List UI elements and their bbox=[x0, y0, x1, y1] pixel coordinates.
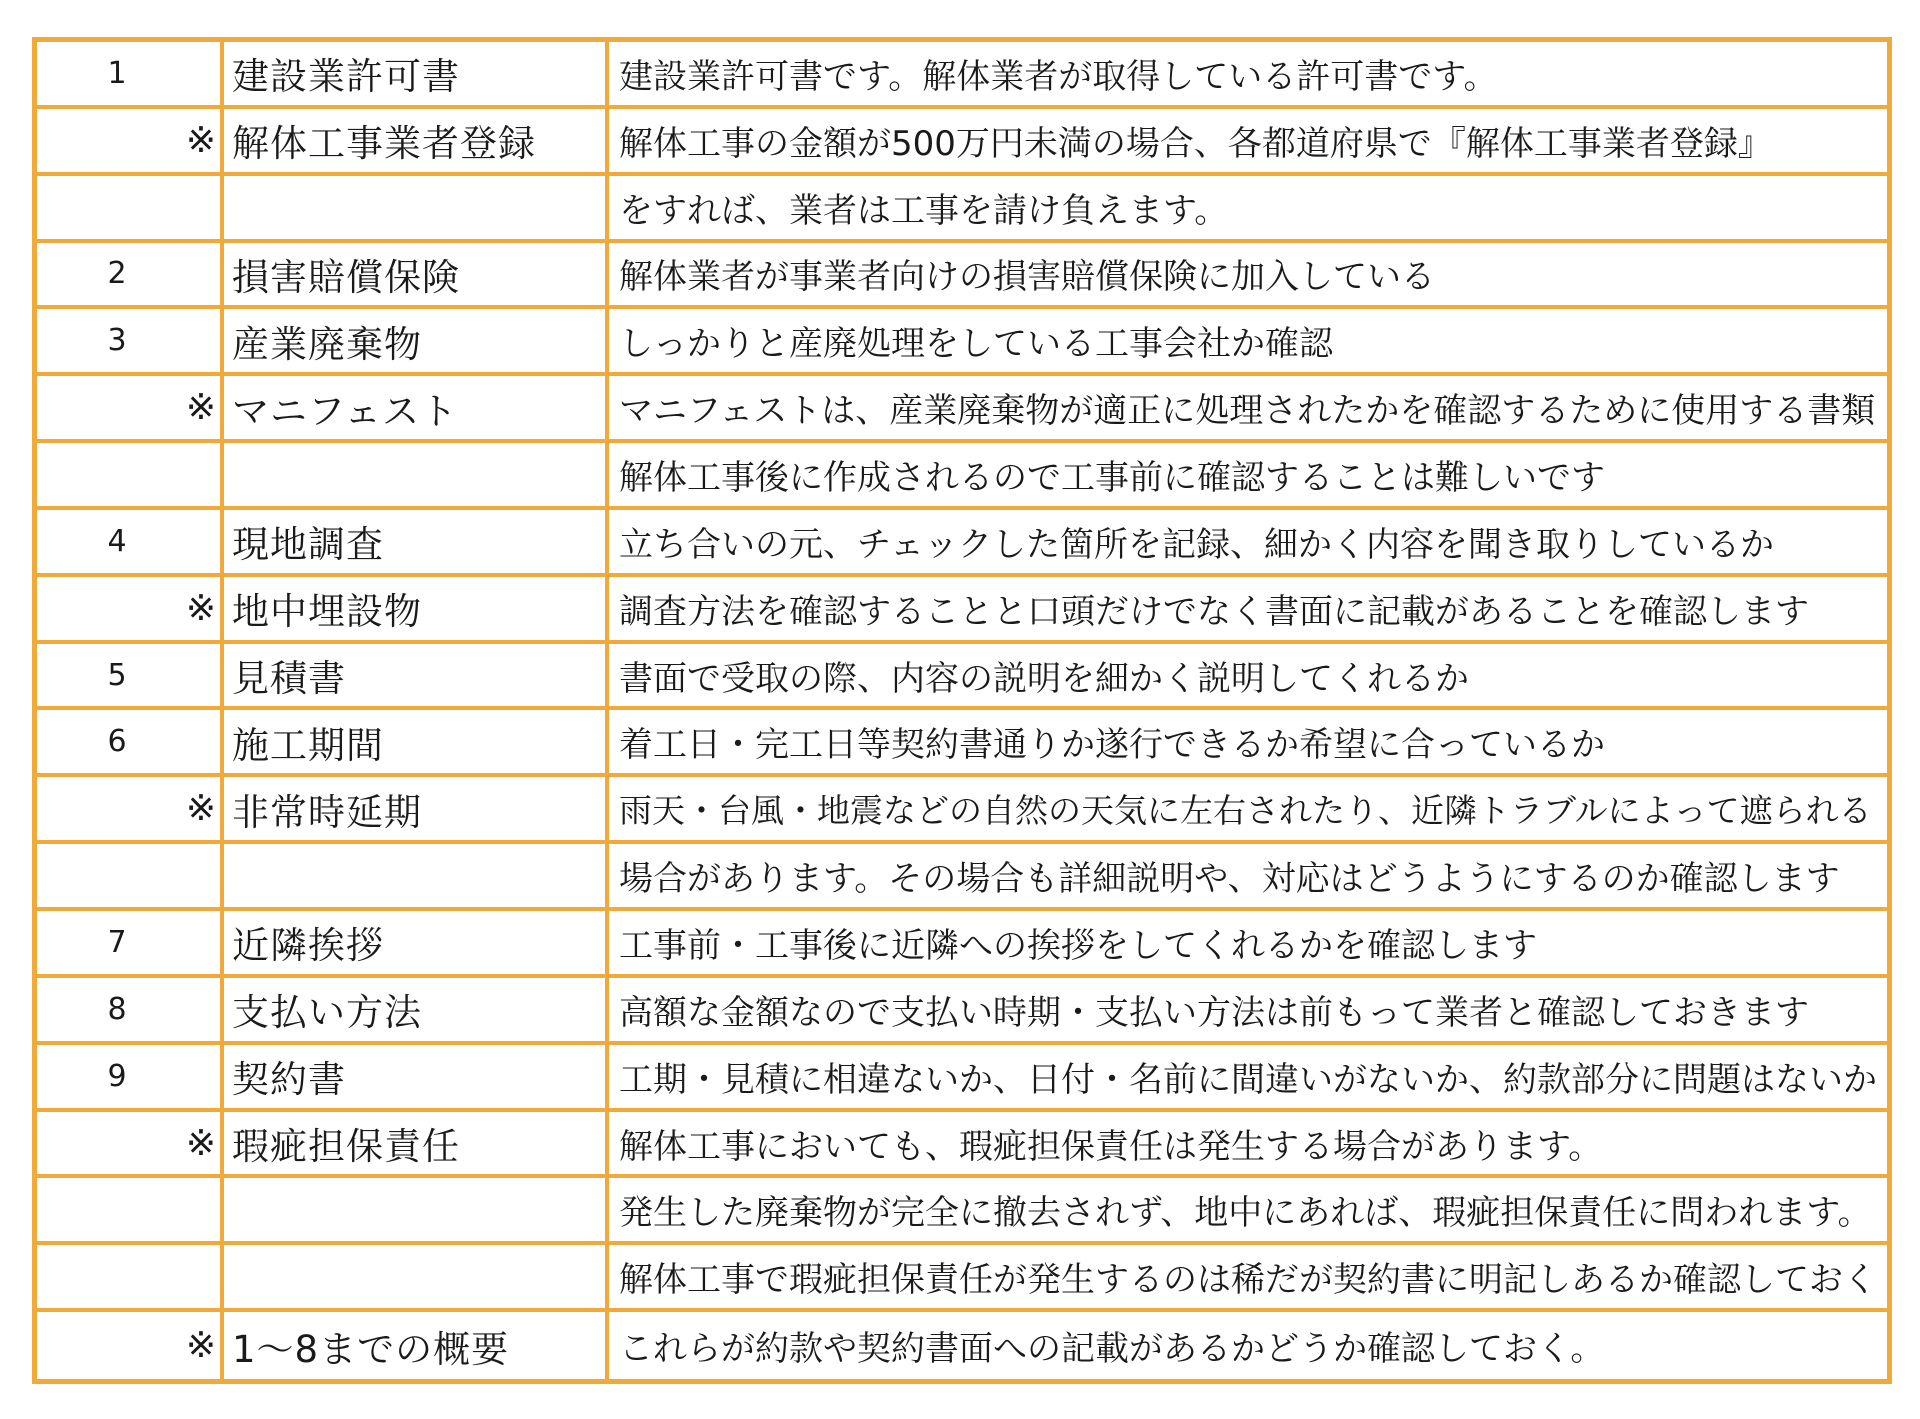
reference-mark: ※ bbox=[185, 387, 216, 429]
item-description: 工期・見積に相違ないか、日付・名前に間違いがないか、約款部分に問題はないか bbox=[609, 1045, 1887, 1112]
checklist-table bbox=[32, 37, 1892, 1384]
number-cell bbox=[37, 710, 224, 777]
number-cell bbox=[37, 644, 224, 711]
number-cell bbox=[37, 443, 224, 510]
item-description: 着工日・完工日等契約書通りか遂行できるか希望に合っているか bbox=[609, 710, 1887, 777]
item-name: 非常時延期 bbox=[224, 777, 609, 844]
number-cell bbox=[37, 978, 224, 1045]
number-cell bbox=[37, 577, 224, 644]
item-name: 施工期間 bbox=[224, 710, 609, 777]
item-description: 場合があります。その場合も詳細説明や、対応はどうようにするのか確認します bbox=[609, 844, 1887, 911]
item-description: 解体工事で瑕疵担保責任が発生するのは稀だが契約書に明記しあるか確認しておく bbox=[609, 1245, 1887, 1312]
item-description: 調査方法を確認することと口頭だけでなく書面に記載があることを確認します bbox=[609, 577, 1887, 644]
item-description: しっかりと産廃処理をしている工事会社か確認 bbox=[609, 309, 1887, 376]
item-description: 高額な金額なので支払い時期・支払い方法は前もって業者と確認しておきます bbox=[609, 978, 1887, 1045]
item-name: 現地調査 bbox=[224, 510, 609, 577]
item-description: 解体工事の金額が500万円未満の場合、各都道府県で『解体工事業者登録』 bbox=[609, 109, 1887, 176]
item-name bbox=[224, 176, 609, 243]
item-name bbox=[224, 443, 609, 510]
reference-mark: ※ bbox=[185, 1122, 216, 1164]
item-description: これらが約款や契約書面への記載があるかどうか確認しておく。 bbox=[619, 1329, 1605, 1370]
item-description: 解体工事においても、瑕疵担保責任は発生する場合があります。 bbox=[609, 1112, 1887, 1179]
number-cell bbox=[37, 42, 224, 109]
item-name: 産業廃棄物 bbox=[224, 309, 609, 376]
number-cell bbox=[37, 1312, 224, 1379]
item-description: 建設業許可書です。解体業者が取得している許可書です。 bbox=[609, 42, 1887, 109]
item-description: 書面で受取の際、内容の説明を細かく説明してくれるか bbox=[609, 644, 1887, 711]
item-description: 解体業者が事業者向けの損害賠償保険に加入している bbox=[609, 243, 1887, 310]
item-number: 3 bbox=[107, 323, 127, 359]
number-cell bbox=[37, 309, 224, 376]
number-cell bbox=[37, 376, 224, 443]
number-cell bbox=[37, 1178, 224, 1245]
item-name: 契約書 bbox=[224, 1045, 609, 1112]
item-description: 雨天・台風・地震などの自然の天気に左右されたり、近隣トラブルによって遮られる bbox=[609, 777, 1887, 844]
item-description: 発生した廃棄物が完全に撤去されず、地中にあれば、瑕疵担保責任に問われます。 bbox=[609, 1178, 1887, 1245]
item-name: 近隣挨拶 bbox=[224, 911, 609, 978]
number-cell bbox=[37, 109, 224, 176]
item-name: 1～8までの概要 bbox=[224, 1312, 609, 1379]
number-cell bbox=[37, 777, 224, 844]
number-cell bbox=[37, 176, 224, 243]
item-name bbox=[224, 1245, 609, 1312]
item-name: 支払い方法 bbox=[224, 978, 609, 1045]
item-number: 6 bbox=[107, 724, 127, 760]
item-name: 見積書 bbox=[224, 644, 609, 711]
item-name: 建設業許可書 bbox=[224, 42, 609, 109]
item-name: マニフェスト bbox=[224, 376, 609, 443]
reference-mark: ※ bbox=[185, 119, 216, 161]
item-description: をすれば、業者は工事を請け負えます。 bbox=[609, 176, 1887, 243]
number-cell bbox=[37, 1045, 224, 1112]
reference-mark: ※ bbox=[185, 1325, 216, 1367]
item-description: 立ち合いの元、チェックした箇所を記録、細かく内容を聞き取りしているか bbox=[609, 510, 1887, 577]
item-number: 5 bbox=[107, 657, 127, 693]
item-number: 4 bbox=[107, 523, 127, 559]
item-name: 瑕疵担保責任 bbox=[224, 1112, 609, 1179]
item-description: 工事前・工事後に近隣への挨拶をしてくれるかを確認します bbox=[609, 911, 1887, 978]
reference-mark: ※ bbox=[185, 788, 216, 830]
item-name: 損害賠償保険 bbox=[224, 243, 609, 310]
number-cell bbox=[37, 243, 224, 310]
number-cell bbox=[37, 911, 224, 978]
number-cell bbox=[37, 1245, 224, 1312]
item-number: 8 bbox=[107, 991, 127, 1027]
item-number: 2 bbox=[107, 256, 127, 292]
item-description: マニフェストは、産業廃棄物が適正に処理されたかを確認するために使用する書類 bbox=[609, 376, 1887, 443]
number-cell bbox=[37, 1112, 224, 1179]
item-name: 地中埋設物 bbox=[224, 577, 609, 644]
item-description: 解体工事後に作成されるので工事前に確認することは難しいです bbox=[609, 443, 1887, 510]
item-name bbox=[224, 844, 609, 911]
number-cell bbox=[37, 844, 224, 911]
item-number: 1 bbox=[107, 55, 127, 91]
item-name: 解体工事業者登録 bbox=[224, 109, 609, 176]
reference-mark: ※ bbox=[185, 587, 216, 629]
number-cell bbox=[37, 510, 224, 577]
item-number: 9 bbox=[107, 1058, 127, 1094]
item-name bbox=[224, 1178, 609, 1245]
item-number: 7 bbox=[107, 924, 127, 960]
